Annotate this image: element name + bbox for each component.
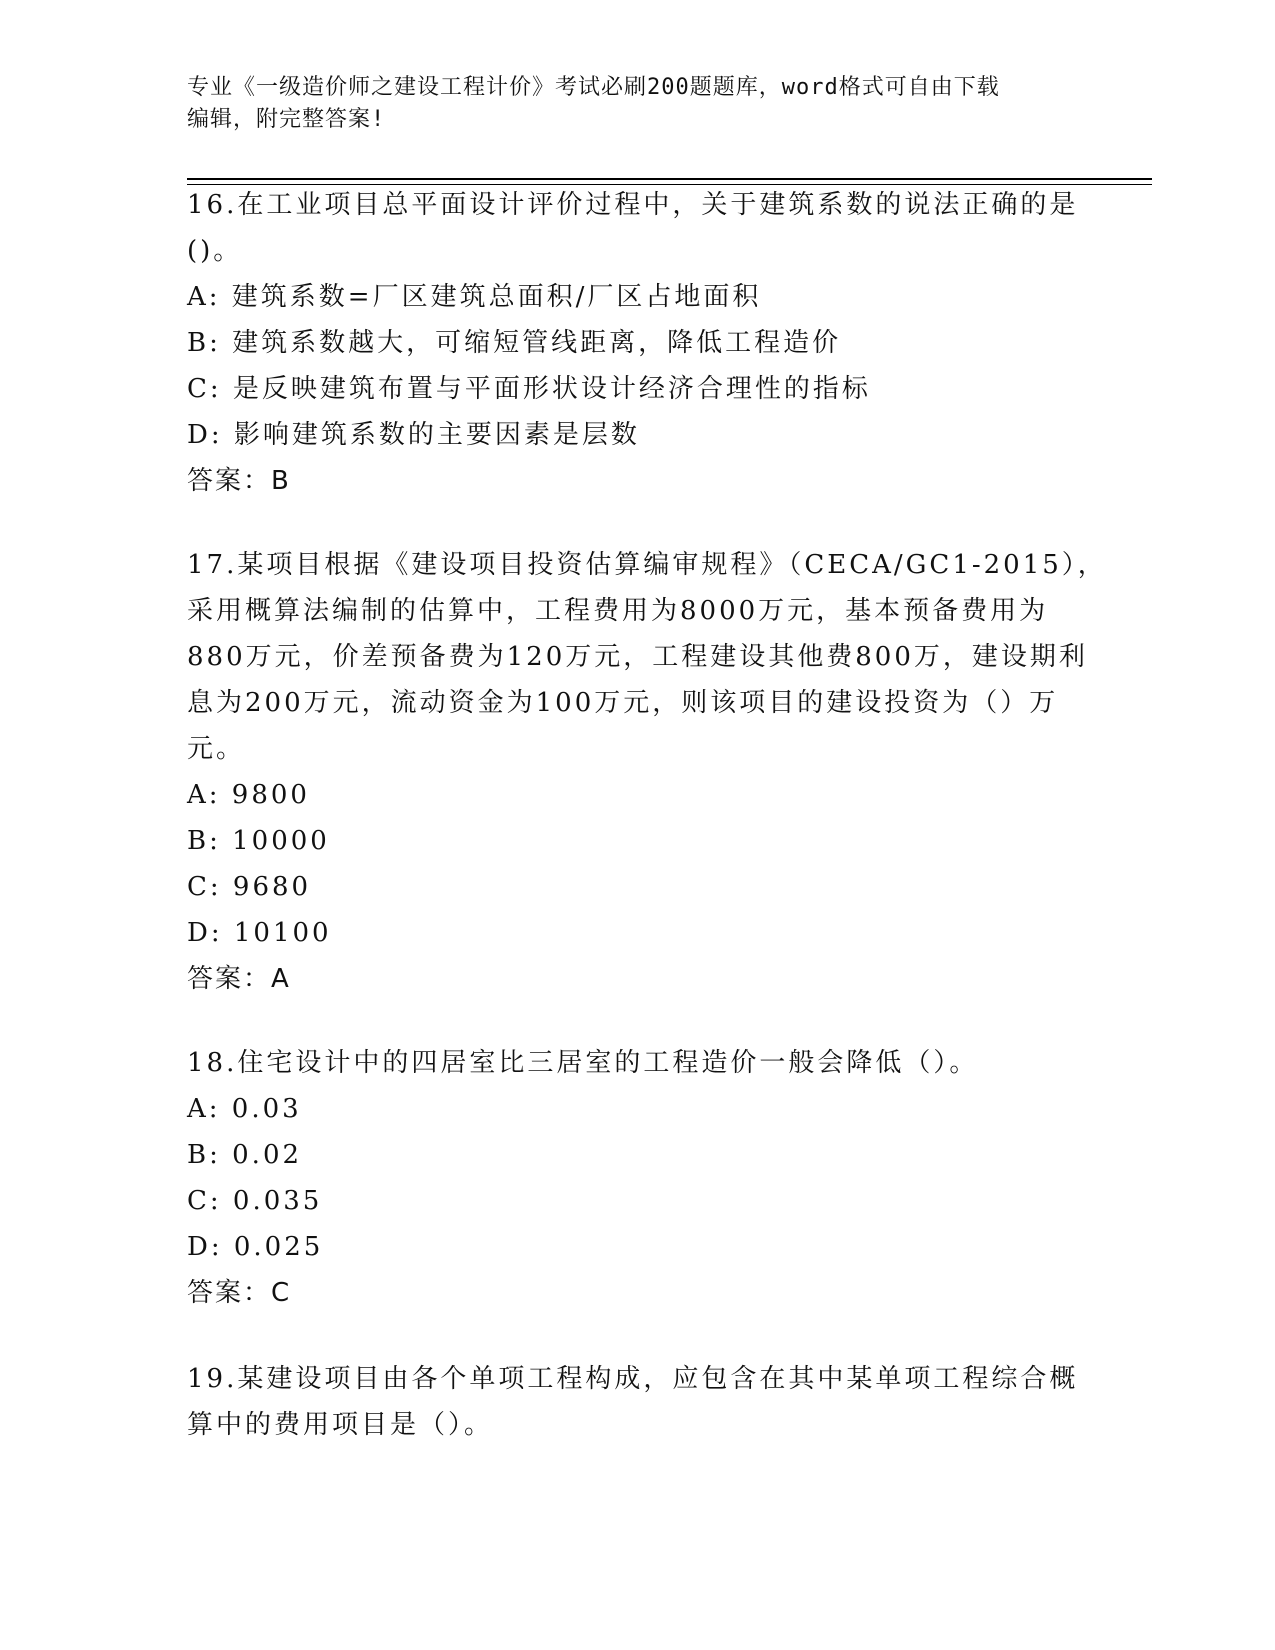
option-b: B: 0.02	[187, 1140, 303, 1170]
header-line-1: 专业《一级造价师之建设工程计价》考试必刷200题题库，word格式可自由下载	[187, 75, 1000, 100]
question-stem-line: 16.在工业项目总平面设计评价过程中，关于建筑系数的说法正确的是	[187, 190, 1079, 220]
option-d: D: 10100	[187, 918, 332, 948]
option-c: C: 9680	[187, 872, 312, 902]
document-header	[187, 72, 1067, 136]
question-17	[187, 542, 1107, 1002]
question-stem-line: 息为200万元，流动资金为100万元，则该项目的建设投资为（）万	[187, 688, 1059, 718]
answer-label: 答案：A	[187, 964, 291, 994]
option-d: D: 影响建筑系数的主要因素是层数	[187, 420, 640, 450]
question-stem-line: 19.某建设项目由各个单项工程构成，应包含在其中某单项工程综合概	[187, 1364, 1079, 1394]
option-c: C: 是反映建筑布置与平面形状设计经济合理性的指标	[187, 374, 871, 404]
header-line-2: 编辑，附完整答案!	[187, 107, 386, 132]
option-a: A: 0.03	[187, 1094, 302, 1124]
option-c: C: 0.035	[187, 1186, 323, 1216]
answer-label: 答案：C	[187, 1278, 292, 1308]
question-stem-line: 元。	[187, 734, 246, 764]
question-stem-line: ()。	[187, 236, 243, 266]
question-stem-line: 算中的费用项目是（）。	[187, 1410, 494, 1440]
question-16	[187, 182, 1087, 504]
option-b: B: 建筑系数越大，可缩短管线距离，降低工程造价	[187, 328, 842, 358]
answer-label: 答案：B	[187, 466, 291, 496]
header-divider-thick	[187, 178, 1152, 180]
option-a: A: 建筑系数=厂区建筑总面积/厂区占地面积	[187, 282, 762, 312]
question-stem-line: 采用概算法编制的估算中，工程费用为8000万元，基本预备费用为	[187, 596, 1049, 626]
question-19	[187, 1356, 1087, 1448]
question-18	[187, 1040, 1087, 1316]
question-stem-line: 880万元，价差预备费为120万元，工程建设其他费800万，建设期利	[187, 642, 1088, 672]
option-d: D: 0.025	[187, 1232, 324, 1262]
option-b: B: 10000	[187, 826, 330, 856]
option-a: A: 9800	[187, 780, 310, 810]
question-stem-line: 18.住宅设计中的四居室比三居室的工程造价一般会降低（）。	[187, 1048, 979, 1078]
question-stem-line: 17.某项目根据《建设项目投资估算编审规程》（CECA/GC1-2015），	[187, 550, 1107, 580]
